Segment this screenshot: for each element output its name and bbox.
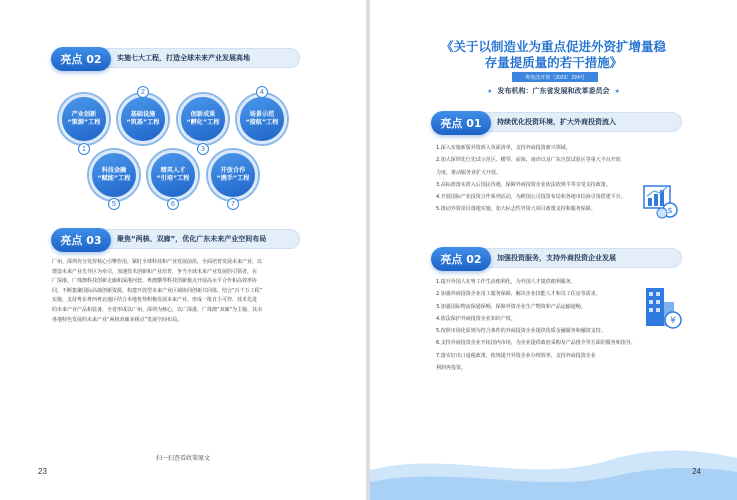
project-4-number: 4 (256, 86, 268, 98)
project-7: 开放合作 “携手”工程 (208, 150, 258, 200)
project-3: 创新成果 “孵化”工程 (178, 94, 228, 144)
list-item: 1.提升外国人在粤工作生活便利化，为外国人才提供便利服务。 (436, 279, 576, 285)
chart-growth-icon (642, 180, 682, 220)
document-number: 粤发改开放〔2023〕224号 (512, 72, 598, 82)
highlight-02-list (436, 276, 636, 374)
project-5: 科技金融 “赋能”工程 (89, 150, 139, 200)
svg-text:¥: ¥ (670, 316, 676, 326)
list-item: 6.支持外商投资企业开拓国内市场，为企业提供政府采购及产品推介等方面的服务和指导。 (436, 340, 636, 347)
document-title: 《关于以制造业为重点促进外资扩增量稳 存量提质量的若干措施》 (440, 39, 666, 70)
highlight-03-paragraph: 广州、深圳充分发挥核心引擎作用，紧盯全球科技和产业发展前沿，全面培育发展未来产业，以 建设未来产业先导区为牵引，加速技术创新和产业培育，争当全球未来产业发展的引领者，在 广深港、广珠澳科技创新走廊和深港河套、粤澳横琴科技创新极点开展高水平合作和高效率协 同，不断集聚国际高端创新资源，构建开放型未来产业区域协同创新共同体，结合“百千万工程” 实施，支持粤东粤西粤北地区结合本地优势积极发展未来产业，形成一批自主可控、技术先进 的未来产业产品和装备，全省形成以广州、深圳为核心，以广深港、广珠澳“双廊”为主轴，其余 各地特色发展的未来产业“两核双廊多极点”发展空间布局。 (52, 259, 263, 323)
highlight-02-badge: 亮点 02 (51, 47, 111, 71)
svg-text:$: $ (667, 206, 673, 215)
left-page (0, 0, 366, 500)
highlight-02-header (52, 48, 300, 68)
project-4: 场景示范 “接航”工程 (237, 94, 287, 144)
page-number-left: 23 (38, 467, 47, 476)
highlight-01-badge: 亮点 01 (431, 111, 491, 135)
highlight-02-title: 实施七大工程，打造全球未来产业发展高地 (117, 54, 250, 62)
project-6-number: 6 (167, 198, 179, 210)
list-item: 4.开展国际产业投资合作系列活动，为跨国公司投资布局和各地市招商引资搭建平台。 (436, 194, 626, 201)
qr-caption: 扫一扫查看政策原文 (155, 455, 210, 462)
decorative-wave (370, 430, 737, 500)
highlight-02-badge-right: 亮点 02 (431, 247, 491, 271)
highlight-01-list (436, 142, 626, 216)
list-item: 利润再投资。 (436, 365, 467, 372)
list-item: 4.依法保护外商投资企业知识产权。 (436, 315, 516, 322)
publisher: ★ 发布机构：广东省发展和改革委员会 ★ (487, 87, 620, 95)
list-item: 2.加大深圳先行先试示范区、横琴、前海、南沙以及广东自贸试验区等重大平台开放 (436, 157, 621, 164)
project-1-number: 1 (78, 143, 90, 155)
highlight-01-header (432, 112, 682, 132)
highlight-03-title: 聚焦“两核、双廊”，优化广东未来产业空间布局 (117, 235, 267, 243)
highlight-02-header-right (432, 248, 682, 268)
project-2: 基础设施 “筑基”工程 (118, 94, 168, 144)
list-item: 3.加强国际物流保通保畅，保障外资企业生产物资和产品运输通畅。 (436, 303, 586, 310)
page-number-right: 24 (692, 467, 701, 476)
star-icon: ★ (614, 88, 620, 95)
project-3-number: 3 (197, 143, 209, 155)
project-6: 精英人才 “引培”工程 (148, 150, 198, 200)
project-7-number: 7 (227, 198, 239, 210)
list-item: 5.按照市场化原则为符合条件的外商投资企业提供优质金融服务和融资支持。 (436, 328, 606, 335)
list-item: 5.推动外资项目落地实施，加大标志性外资大项目政策支持和服务保障。 (436, 206, 596, 213)
project-2-number: 2 (137, 86, 149, 98)
right-page (370, 0, 737, 500)
building-icon (640, 282, 684, 330)
project-1: 产业创新 “策源”工程 (59, 94, 109, 144)
list-item: 3.高标准落实准入后国民待遇，保障外商投资企业依法依规平等享受支持政策。 (436, 181, 611, 188)
list-item: 1.深入实施新版外资准入负面清单，支持外商投资新兴领域。 (436, 145, 571, 151)
highlight-01-title: 持续优化投资环境，扩大外商投资流入 (497, 118, 616, 126)
highlight-03-badge: 亮点 03 (51, 228, 111, 252)
highlight-03-header (52, 229, 300, 249)
list-item: 力度，推动服务业扩大开放。 (436, 169, 502, 176)
star-icon: ★ (487, 88, 493, 95)
list-item: 2.加强外商投资企业用工服务保障，解决企业技能人才和员工住房等需求。 (436, 291, 601, 298)
highlight-02-title-right: 加强投资服务，支持外商投资企业发展 (497, 254, 616, 262)
project-5-number: 5 (108, 198, 120, 210)
list-item: 7.落实好出口退税政策，依规提升外资企业办理效率，支持外商投资企业 (436, 352, 596, 359)
